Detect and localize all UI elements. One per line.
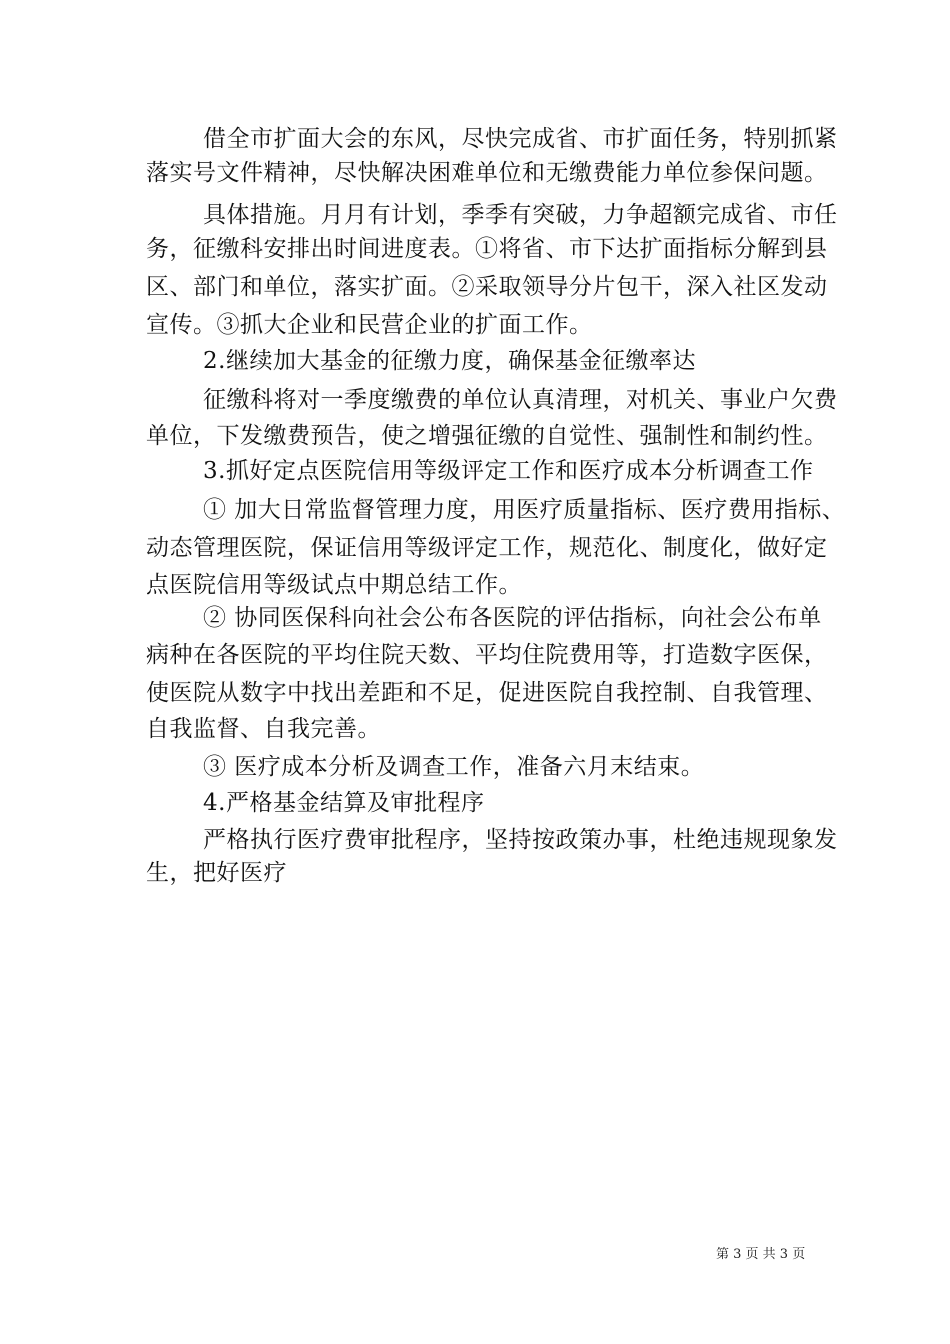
text-line-21: 生，把好医疗 <box>146 860 287 886</box>
text-line-5: 区、部门和单位，落实扩面。②采取领导分片包干，深入社区发动 <box>146 274 828 300</box>
text-line-13: 点医院信用等级试点中期总结工作。 <box>146 572 522 598</box>
text-line-15: 病种在各医院的平均住院天数、平均住院费用等，打造数字医保， <box>146 642 828 668</box>
text-line-16: 使医院从数字中找出差距和不足，促进医院自我控制、自我管理、 <box>146 680 828 706</box>
section-heading-2: 2.继续加大基金的征缴力度，确保基金征缴率达 <box>203 348 696 374</box>
text-line-4: 务，征缴科安排出时间进度表。①将省、市下达扩面指标分解到县 <box>146 236 828 262</box>
text-line-12: 动态管理医院，保证信用等级评定工作，规范化、制度化，做好定 <box>146 535 828 561</box>
text-line-8: 征缴科将对一季度缴费的单位认真清理，对机关、事业户欠费 <box>203 387 838 413</box>
text-line-14: ② 协同医保科向社会公布各医院的评估指标，向社会公布单 <box>203 605 822 631</box>
text-line-6: 宣传。③抓大企业和民营企业的扩面工作。 <box>146 312 593 338</box>
text-line-20: 严格执行医疗费审批程序，坚持按政策办事，杜绝违规现象发 <box>203 827 838 853</box>
text-line-2: 落实号文件精神，尽快解决困难单位和无缴费能力单位参保问题。 <box>146 160 828 186</box>
text-line-3: 具体措施。月月有计划，季季有突破，力争超额完成省、市任 <box>203 202 838 228</box>
page-number-footer: 第 3 页 共 3 页 <box>716 1247 806 1262</box>
section-heading-3: 3.抓好定点医院信用等级评定工作和医疗成本分析调查工作 <box>203 458 814 484</box>
text-line-11: ① 加大日常监督管理力度，用医疗质量指标、医疗费用指标、 <box>203 497 846 523</box>
section-heading-4: 4.严格基金结算及审批程序 <box>203 790 485 816</box>
text-line-1: 借全市扩面大会的东风，尽快完成省、市扩面任务，特别抓紧 <box>203 126 838 152</box>
text-line-18: ③ 医疗成本分析及调查工作，准备六月末结束。 <box>203 754 705 780</box>
text-line-9: 单位，下发缴费预告，使之增强征缴的自觉性、强制性和制约性。 <box>146 423 828 449</box>
text-line-17: 自我监督、自我完善。 <box>146 716 381 742</box>
